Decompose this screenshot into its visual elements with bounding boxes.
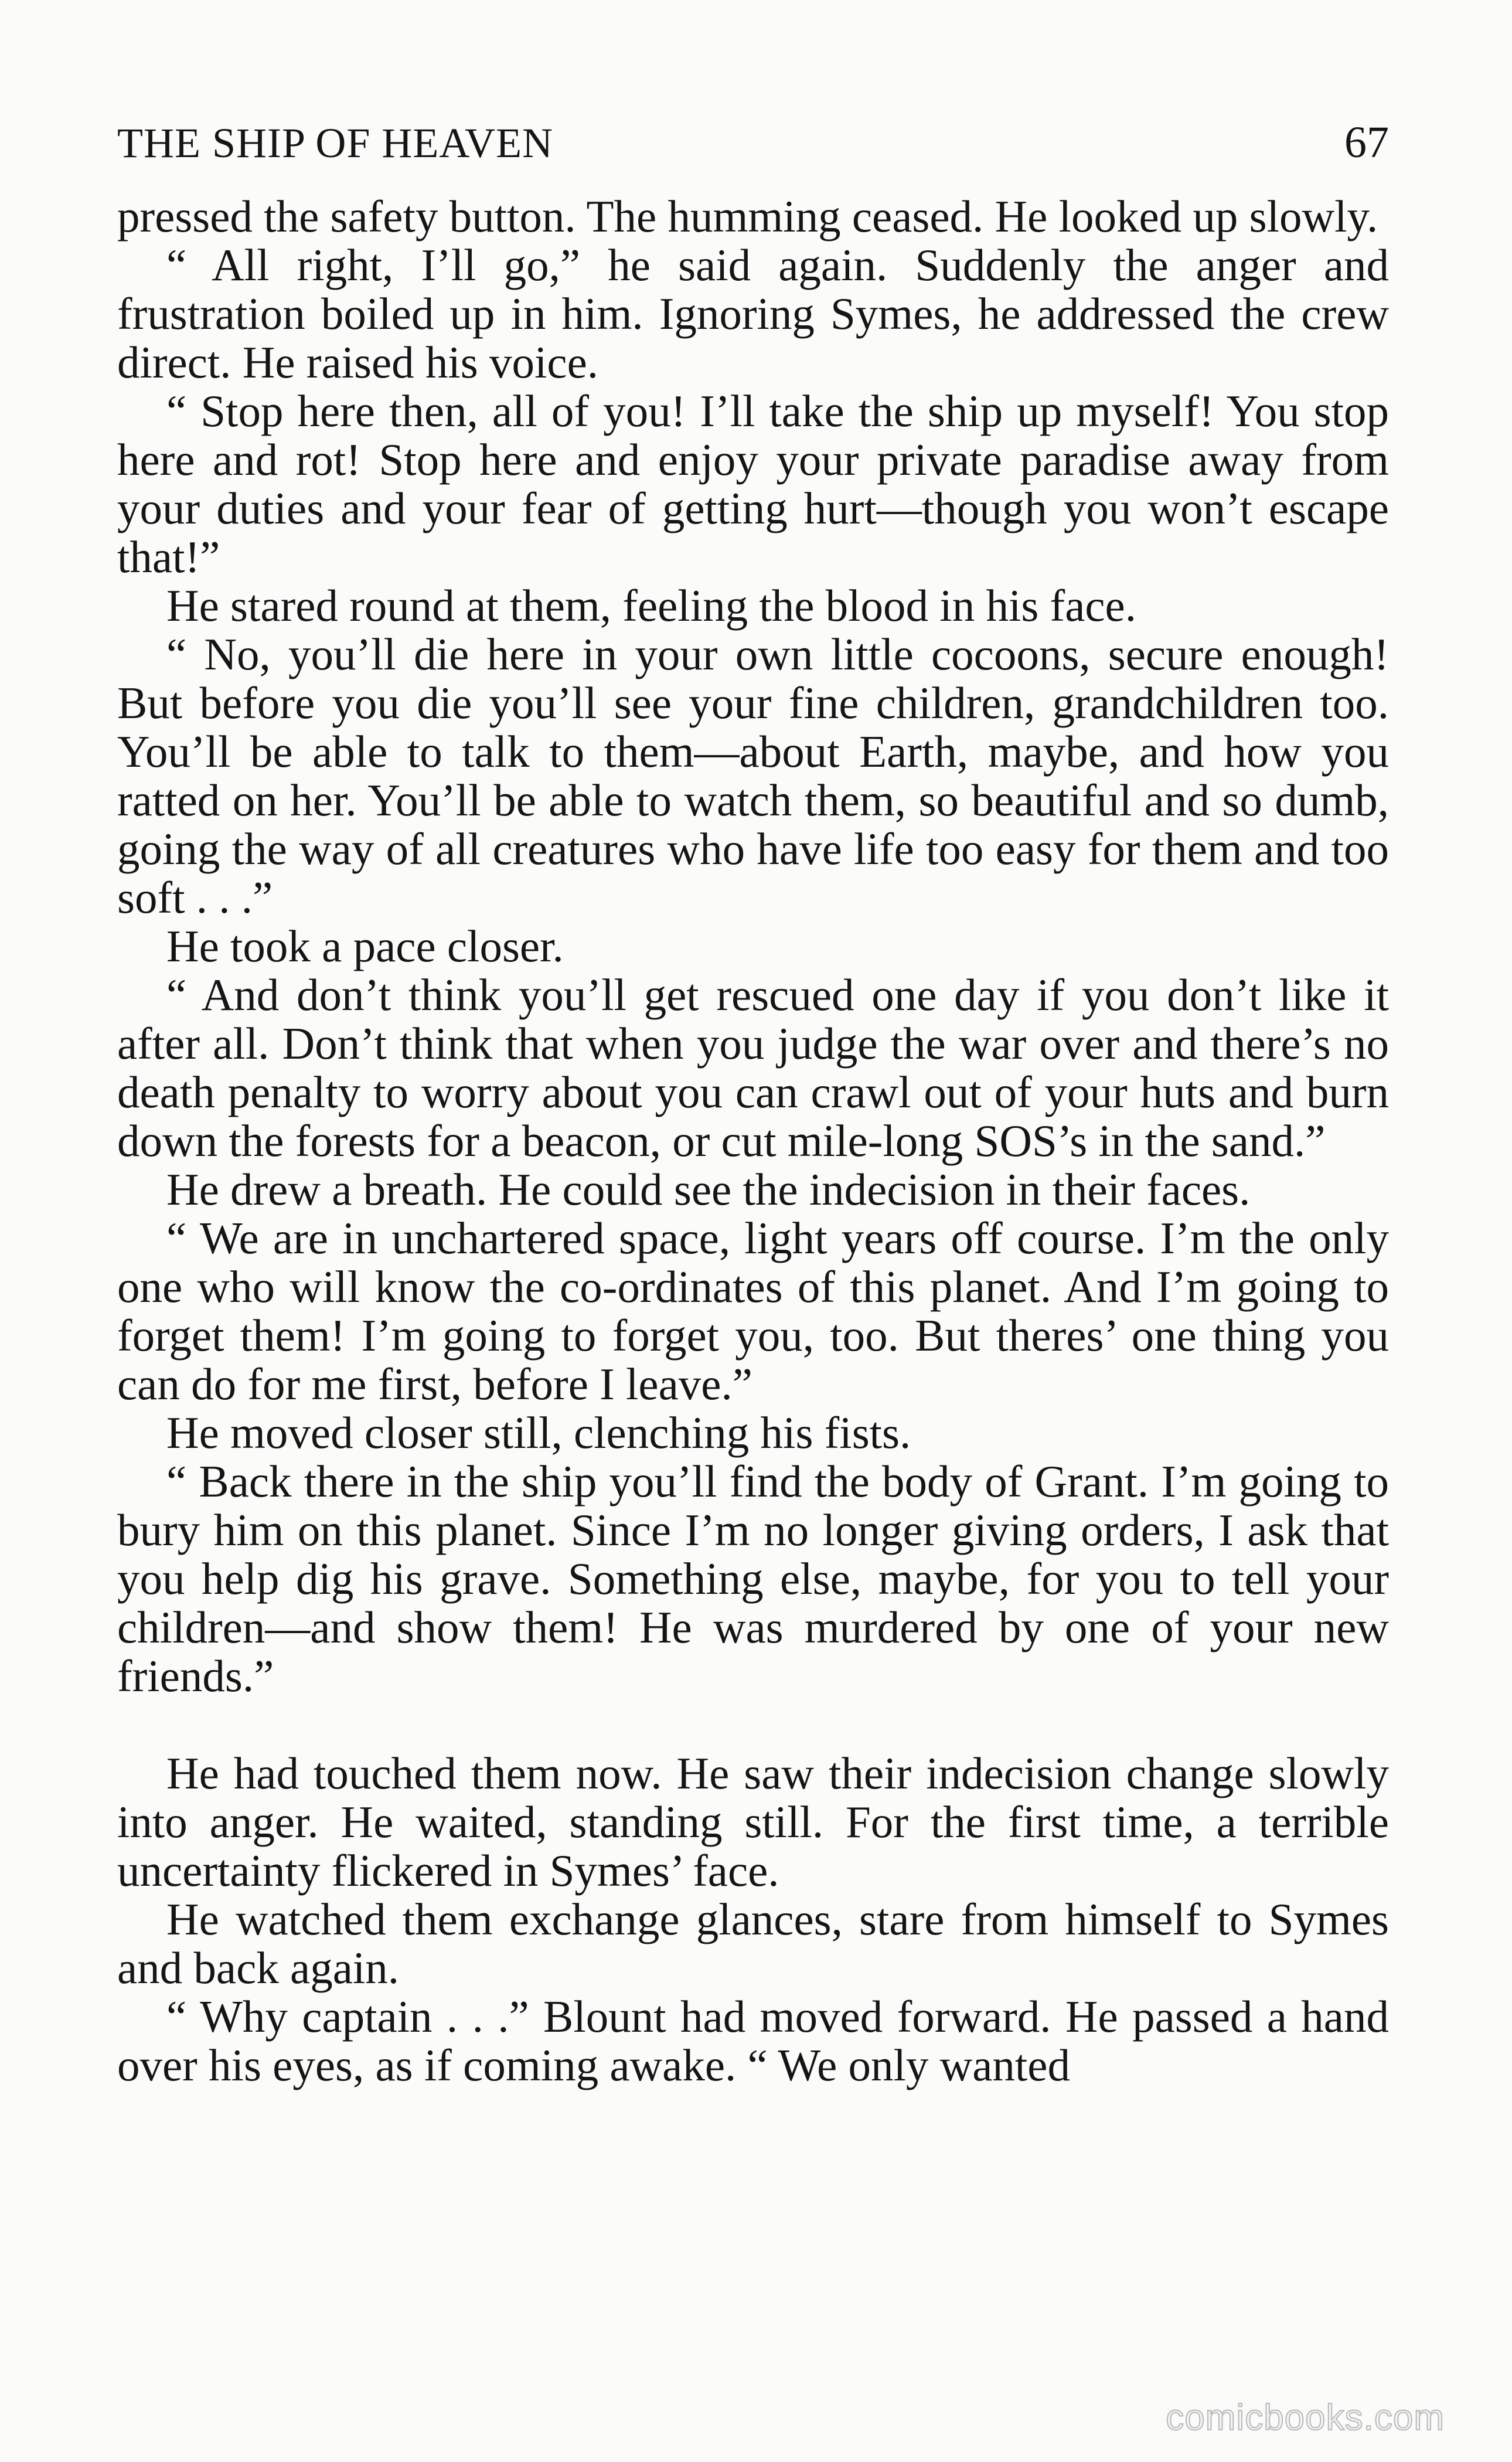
book-page: [117, 117, 1389, 2403]
body-text: [117, 192, 1389, 2090]
paragraph: pressed the safety button. The humming ceased. He looked up slowly.: [117, 191, 1378, 242]
paragraph: “ All right, I’ll go,” he said again. Suddenly the anger and frustration boiled up in him. Ignoring Symes, he addressed the crew direct. He raised his voice.: [117, 240, 1389, 387]
paragraph: He stared round at them, feeling the blood in his face.: [166, 580, 1136, 631]
page-number: 67: [1344, 118, 1389, 167]
paragraph: He drew a breath. He could see the indecision in their faces.: [166, 1164, 1251, 1215]
paragraph: He moved closer still, clenching his fists.: [166, 1407, 911, 1458]
paragraph: He watched them exchange glances, stare from himself to Symes and back again.: [117, 1894, 1389, 1993]
paragraph: “ No, you’ll die here in your own little cocoons, secure enough! But before you die you’ll see your fine children, grandchildren too. You’ll be able to talk to them—about Earth, maybe, and how you ratted on her. You’ll be able to watch them, so beautiful and so dumb, going the way of all creatures who have life too easy for them and too soft . . .”: [117, 629, 1389, 923]
paragraph: He took a pace closer.: [166, 921, 564, 971]
running-head: [117, 117, 1389, 182]
watermark-text: comicbooks.com: [1166, 2398, 1445, 2438]
paragraph: “ Why captain . . .” Blount had moved forward. He passed a hand over his eyes, as if coming awake. “ We only wanted: [117, 1991, 1389, 2090]
paragraph: “ We are in unchartered space, light years off course. I’m the only one who will know the co-ordinates of this planet. And I’m going to forget them! I’m going to forget you, too. But theres’ one thing you can do for me first, before I leave.”: [117, 1213, 1389, 1409]
paragraph: “ And don’t think you’ll get rescued one day if you don’t like it after all. Don’t think that when you judge the war over and there’s no death penalty to worry about you can crawl out of your huts and burn down the forests for a beacon, or cut mile-long SOS’s in the sand.”: [117, 970, 1389, 1166]
paragraph: He had touched them now. He saw their indecision change slowly into anger. He waited, standing still. For the first time, a terrible uncertainty flickered in Symes’ face.: [117, 1748, 1389, 1896]
running-title: THE SHIP OF HEAVEN: [117, 120, 554, 166]
paragraph: “ Stop here then, all of you! I’ll take the ship up myself! You stop here and rot! Stop here and enjoy your private paradise away from your duties and your fear of getting hurt—though you won’t escape that!”: [117, 386, 1389, 582]
paragraph: “ Back there in the ship you’ll find the body of Grant. I’m going to bury him on this planet. Since I’m no longer giving orders, I ask that you help dig his grave. Something else, maybe, for you to tell your children—and show them! He was murdered by one of your new friends.”: [117, 1456, 1389, 1701]
